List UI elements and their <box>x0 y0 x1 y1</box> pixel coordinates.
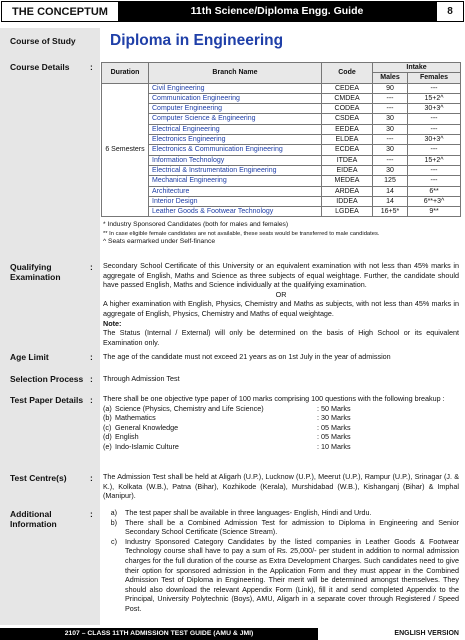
males-cell: --- <box>373 104 408 114</box>
additional-info-list <box>103 508 459 614</box>
table-row <box>102 114 461 124</box>
item-key: (c) <box>103 422 112 432</box>
test-paper-breakup-list <box>103 404 459 452</box>
males-cell: 90 <box>373 83 408 93</box>
branch-cell: Interior Design <box>149 196 322 206</box>
branch-cell: Electronics Engineering <box>149 135 322 145</box>
item-subject: Indo-Islamic Culture <box>115 441 179 451</box>
footer-guide-title: 2107 – CLASS 11TH ADMISSION TEST GUIDE (AMU & JMI) <box>0 628 318 640</box>
item-key: a) <box>110 508 117 517</box>
qualifying-label-line1: Qualifying <box>10 262 52 272</box>
males-cell: --- <box>373 93 408 103</box>
qualifying-label <box>10 262 61 282</box>
females-cell: 30+3^ <box>408 135 461 145</box>
note-female-transfer: ** In case eligible female candidates are not available, these seats would be transferred to male candidates. <box>103 230 380 237</box>
intake-notes <box>103 221 459 247</box>
note-industry: * Industry Sponsored Candidates (both for males and females) <box>103 221 289 228</box>
males-cell: 14 <box>373 196 408 206</box>
item-key: (d) <box>103 432 112 442</box>
branch-cell: Communication Engineering <box>149 93 322 103</box>
list-item <box>103 442 459 452</box>
item-key: c) <box>111 536 117 546</box>
code-cell: LGDEA <box>322 207 373 217</box>
table-row <box>102 93 461 103</box>
list-item <box>103 518 459 537</box>
table-row <box>102 186 461 196</box>
code-cell: ECDEA <box>322 145 373 155</box>
test-paper-intro: There shall be one objective type paper of 100 marks comprising 100 questions with the following breakup : <box>103 394 445 403</box>
table-row <box>102 104 461 114</box>
males-cell: 125 <box>373 176 408 186</box>
course-details-colon: : <box>90 62 93 72</box>
footer-version: ENGLISH VERSION <box>394 630 459 637</box>
females-cell: 30+3^ <box>408 104 461 114</box>
age-limit-label: Age Limit <box>10 352 49 362</box>
item-key: (a) <box>103 403 112 413</box>
females-cell: 15+2^ <box>408 93 461 103</box>
column-header-duration: Duration <box>102 63 149 84</box>
age-limit-colon: : <box>90 352 93 362</box>
brand-logo: THE CONCEPTUM <box>1 1 119 22</box>
test-paper-text <box>103 394 459 452</box>
item-marks: : 05 Marks <box>317 422 351 432</box>
females-cell: 15+2^ <box>408 155 461 165</box>
additional-colon: : <box>90 509 93 519</box>
label-column <box>0 28 100 625</box>
males-cell: --- <box>373 135 408 145</box>
females-cell: 6** <box>408 186 461 196</box>
column-header-branch: Branch Name <box>149 63 322 84</box>
test-centres-colon: : <box>90 473 93 483</box>
code-cell: CEDEA <box>322 83 373 93</box>
females-cell: 9** <box>408 207 461 217</box>
code-cell: ARDEA <box>322 186 373 196</box>
intake-table <box>101 62 461 217</box>
item-key: b) <box>110 517 117 527</box>
females-cell: --- <box>408 83 461 93</box>
selection-text: Through Admission Test <box>103 374 180 383</box>
males-cell: --- <box>373 155 408 165</box>
additional-label-line1: Additional <box>10 509 52 519</box>
females-cell: --- <box>408 145 461 155</box>
course-details-label: Course Details <box>10 62 70 72</box>
item-key: (e) <box>103 441 112 451</box>
list-item <box>103 508 459 518</box>
table-row <box>102 176 461 186</box>
course-title: Diploma in Engineering <box>110 32 284 49</box>
age-limit-text: The age of the candidate must not exceed 21 years as on 1st July in the year of admission <box>103 352 391 361</box>
branch-cell: Architecture <box>149 186 322 196</box>
duration-cell: 6 Semesters <box>102 83 149 217</box>
item-text: Industry Sponsored Category Candidates by the listed companies in Leather Goods & Footwear Technology course shall have to pay a sum of Rs. 25,000/- per student in addition to normal admission charges for the full duration of the course as Extra Development Charges. Such candidates need to give their option for sponsored admission in the Application Form and they must appear in the Combined Admission Test of Diploma in Engineering. Their merit will be determined amongst themselves. They should also download the relevant Appendix Form (Link), fill it and send completed Appendix to the Principal, University Polytechnic (Boys), AMU, Aligarh in a separate cover through Registered / Speed Post. <box>125 536 459 613</box>
item-key: (b) <box>103 413 112 423</box>
females-cell: --- <box>408 165 461 175</box>
code-cell: EEDEA <box>322 124 373 134</box>
column-header-intake: Intake <box>373 63 461 73</box>
page-title-bar: 11th Science/Diploma Engg. Guide <box>118 1 436 22</box>
item-subject: General Knowledge <box>115 422 179 432</box>
item-marks: : 05 Marks <box>317 432 351 442</box>
page-header <box>0 0 465 24</box>
selection-colon: : <box>90 374 93 384</box>
item-subject: Mathematics <box>115 413 156 423</box>
item-subject: English <box>115 432 139 442</box>
table-row <box>102 124 461 134</box>
table-row <box>102 83 461 93</box>
additional-label-line2: Information <box>10 519 57 529</box>
code-cell: MEDEA <box>322 176 373 186</box>
males-cell: 30 <box>373 145 408 155</box>
qualifying-or: OR <box>275 289 287 299</box>
qualifying-label-line2: Examination <box>10 272 61 282</box>
males-cell: 30 <box>373 165 408 175</box>
table-row <box>102 165 461 175</box>
additional-info-label <box>10 509 57 529</box>
item-marks: : 10 Marks <box>317 441 351 451</box>
page-footer <box>0 626 465 640</box>
column-header-code: Code <box>322 63 373 84</box>
qualifying-note-text: The Status (Internal / External) will only be determined on the basis of High School or its equivalent Examination only. <box>103 328 459 347</box>
qualifying-note-title: Note: <box>103 318 122 328</box>
branch-cell: Leather Goods & Footwear Technology <box>149 207 322 217</box>
list-item <box>103 432 459 442</box>
females-cell: 6**+3^ <box>408 196 461 206</box>
females-cell: --- <box>408 124 461 134</box>
course-of-study-label: Course of Study <box>10 36 76 46</box>
note-self-finance: ^ Seats earmarked under Self-finance <box>103 238 216 246</box>
females-cell: --- <box>408 176 461 186</box>
qualifying-colon: : <box>90 262 93 272</box>
code-cell: IDDEA <box>322 196 373 206</box>
code-cell: CSDEA <box>322 114 373 124</box>
item-marks: : 30 Marks <box>317 413 351 423</box>
list-item <box>103 537 459 614</box>
list-item <box>103 404 459 414</box>
males-cell: 30 <box>373 124 408 134</box>
test-centres-text: The Admission Test shall be held at Aligarh (U.P.), Lucknow (U.P.), Meerut (U.P.), Rampur (U.P.), Srinagar (J. & K.), Kolkata (W.B.), Patna (Bihar), Kozhikode (Kerala), Murshidabad (W.B.), Kishanganj (Bihar) & Imphal (Manipur). <box>103 472 459 501</box>
list-item <box>103 423 459 433</box>
branch-cell: Electronics & Communication Engineering <box>149 145 322 155</box>
qualifying-para2: A higher examination with English, Physics, Chemistry and Maths as subjects, with not less than 45% marks in aggregate of English, Physics, Chemistry and Maths of equal weightage. <box>103 299 459 318</box>
column-header-males: Males <box>373 73 408 83</box>
column-header-females: Females <box>408 73 461 83</box>
branch-cell: Computer Engineering <box>149 104 322 114</box>
table-row <box>102 145 461 155</box>
males-cell: 16+5* <box>373 207 408 217</box>
list-item <box>103 413 459 423</box>
item-text: The test paper shall be available in three languages- English, Hindi and Urdu. <box>125 508 372 517</box>
branch-cell: Information Technology <box>149 155 322 165</box>
table-row <box>102 155 461 165</box>
page-number: 8 <box>436 1 464 22</box>
code-cell: EIDEA <box>322 165 373 175</box>
code-cell: CMDEA <box>322 93 373 103</box>
branch-cell: Electrical Engineering <box>149 124 322 134</box>
selection-label: Selection Process <box>10 374 84 384</box>
males-cell: 30 <box>373 114 408 124</box>
qualifying-text <box>103 261 459 347</box>
branch-cell: Mechanical Engineering <box>149 176 322 186</box>
qualifying-para1: Secondary School Certificate of this University or an equivalent examination with not less than 45% marks in aggregate of English, Maths and Science as three subjects of equal weightage. Further, the candidate should have passed English, Maths and Science individually at the qualifying examination. <box>103 261 459 290</box>
item-subject: Science (Physics, Chemistry and Life Science) <box>115 403 264 413</box>
table-row <box>102 196 461 206</box>
females-cell: --- <box>408 114 461 124</box>
branch-cell: Civil Engineering <box>149 83 322 93</box>
item-marks: : 50 Marks <box>317 403 351 413</box>
item-text: There shall be a Combined Admission Test for admission to Diploma in Engineering and Senior Secondary School Certificate (Science Stream). <box>125 517 459 537</box>
table-row <box>102 135 461 145</box>
branch-cell: Computer Science & Engineering <box>149 114 322 124</box>
test-paper-colon: : <box>90 395 93 405</box>
table-row <box>102 207 461 217</box>
code-cell: ITDEA <box>322 155 373 165</box>
code-cell: CODEA <box>322 104 373 114</box>
branch-cell: Electrical & Instrumentation Engineering <box>149 165 322 175</box>
test-paper-label: Test Paper Details <box>10 395 84 405</box>
test-centres-label: Test Centre(s) <box>10 473 67 483</box>
code-cell: ELDEA <box>322 135 373 145</box>
males-cell: 14 <box>373 186 408 196</box>
